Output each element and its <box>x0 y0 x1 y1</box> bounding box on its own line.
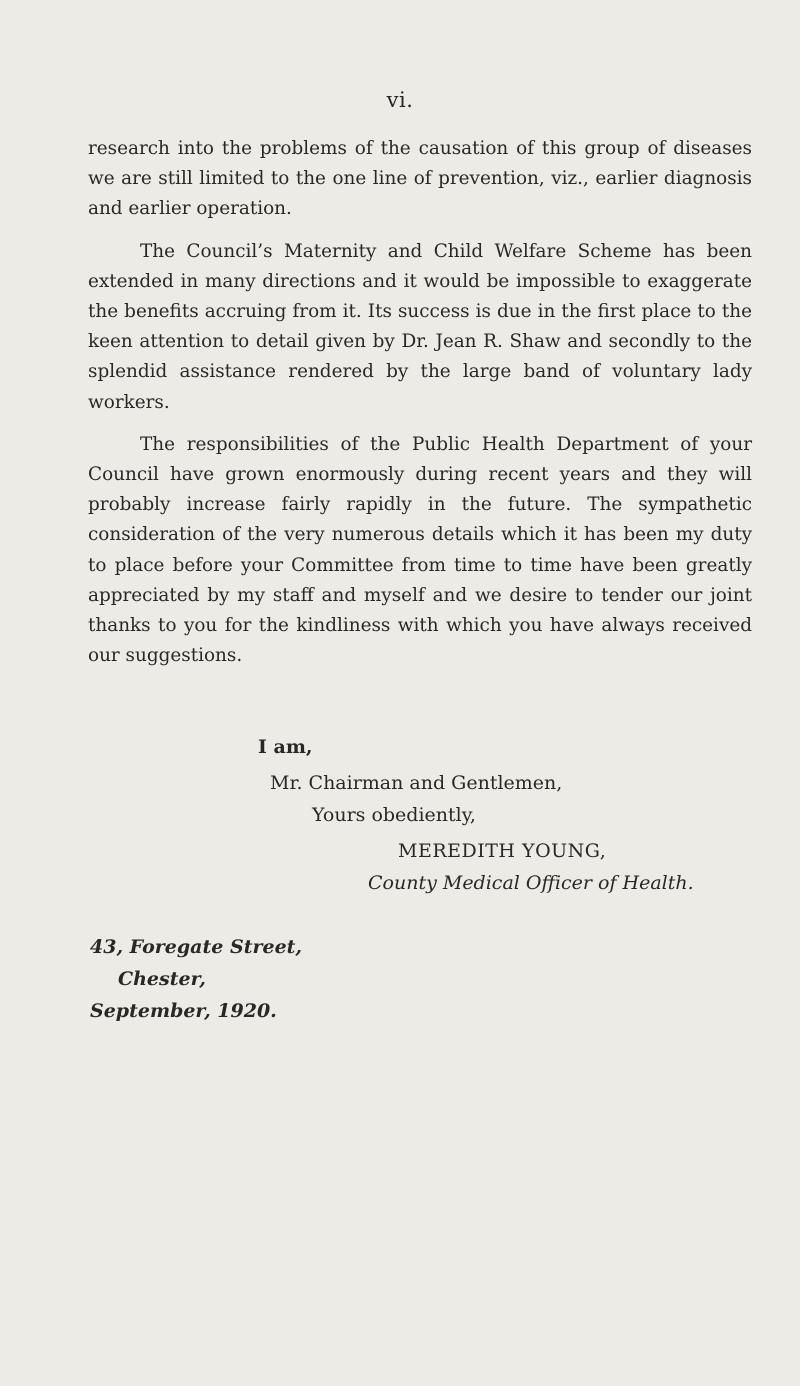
signatory-title: County Medical Officer of Health. <box>368 872 694 894</box>
paragraph-3: The responsibilities of the Public Health Department of your Council have grown enormously during recent years and they will probably increase fairly rapidly in the future. The sympathetic consideration of the very numerous details which it has been my duty to place before your Committee from time to time have been greatly appreciated by my staff and myself and we desire to tender our joint thanks to you for the kindliness with which you have always received our suggestions. <box>88 433 752 667</box>
address-street: 43, Foregate Street, <box>90 936 303 958</box>
paragraph-1: research into the problems of the causation of this group of diseases we are still limited to the one line of prevention, viz., earlier diagnosis and earlier operation. <box>88 138 752 220</box>
page-number: vi. <box>386 88 414 112</box>
signatory-name: MEREDITH YOUNG, <box>398 840 607 862</box>
signoff-salutation: Mr. Chairman and Gentlemen, <box>270 772 563 794</box>
signoff-closing: Yours obediently, <box>312 804 476 826</box>
paragraph-2: The Council’s Maternity and Child Welfare Scheme has been extended in many directions and it would be impossible to exaggerate the benefits accruing from it. Its success is due in the first place to the keen attention to detail given by Dr. Jean R. Shaw and secondly to the splendid assistance rendered by the large band of voluntary lady workers. <box>88 240 752 413</box>
address-date: September, 1920. <box>90 1000 277 1022</box>
address-city: Chester, <box>118 968 206 990</box>
report-body <box>88 134 752 683</box>
signoff-i-am: I am, <box>258 736 313 758</box>
